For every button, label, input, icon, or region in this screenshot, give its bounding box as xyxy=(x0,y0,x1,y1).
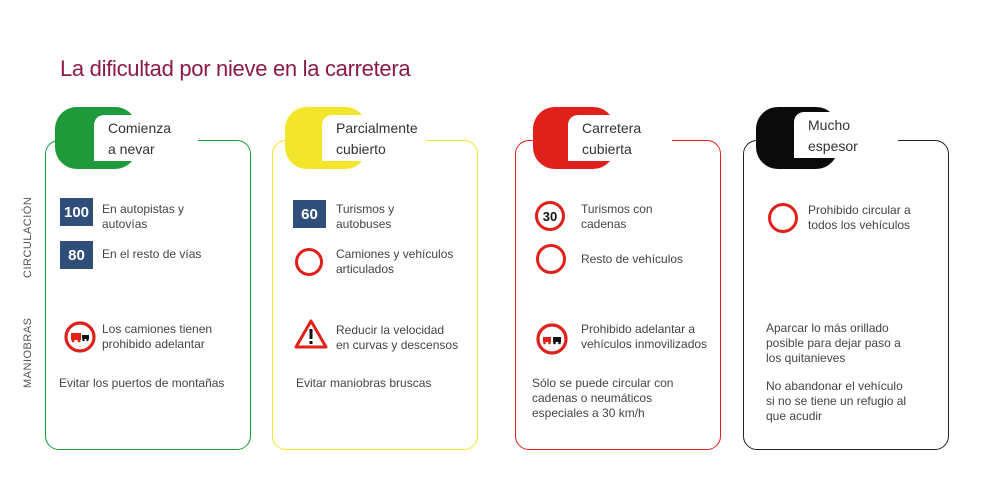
card-label-line2: cubierta xyxy=(582,141,632,157)
circulation-text: Turismos con cadenas xyxy=(581,202,653,231)
card-label xyxy=(568,115,672,161)
manoeuvre-text: Evitar los puertos de montañas xyxy=(59,376,225,390)
speed-sign-100: 100 xyxy=(60,198,93,226)
card-label-line2: espesor xyxy=(808,138,858,154)
circulation-text: Prohibido circular a todos los vehículos xyxy=(808,203,911,232)
card-label-line2: a nevar xyxy=(108,141,155,157)
prohibition-sign-icon xyxy=(768,203,798,233)
card-label xyxy=(322,115,426,161)
circulation-text: Turismos y autobuses xyxy=(336,202,395,231)
card-label-line1: Mucho xyxy=(808,117,851,133)
card-frame xyxy=(45,140,251,450)
speed-limit-30-icon: 30 xyxy=(535,201,565,231)
manoeuvre-text: Sólo se puede circular con cadenas o neumáticos especiales a 30 km/h xyxy=(532,376,674,420)
prohibition-sign-icon xyxy=(536,244,566,274)
manoeuvre-text: No abandonar el vehículo si no se tiene un refugio al que acudir xyxy=(766,379,907,423)
card-label-line1: Carretera xyxy=(582,120,642,136)
card-frame xyxy=(272,140,478,450)
no-overtaking-trucks-icon xyxy=(64,321,96,358)
manoeuvre-text: Reducir la velocidad en curvas y descensos xyxy=(336,323,459,352)
prohibition-sign-icon xyxy=(295,248,323,276)
page-title: La dificultad por nieve en la carretera xyxy=(60,56,411,81)
manoeuvre-text: Aparcar lo más orillado posible para dejar paso a los quitanieves xyxy=(766,321,901,365)
card-label-line1: Parcialmente xyxy=(336,120,418,136)
card-label-line1: Comienza xyxy=(108,120,172,136)
circulation-text: En autopistas y autovías xyxy=(102,202,185,231)
card-label-line2: cubierto xyxy=(336,141,386,157)
speed-sign-80: 80 xyxy=(60,241,93,269)
manoeuvre-text: Evitar maniobras bruscas xyxy=(296,376,432,390)
no-overtaking-icon xyxy=(536,323,568,360)
row-label-circulacion: CIRCULACIÓN xyxy=(22,196,34,278)
circulation-text: En el resto de vías xyxy=(102,247,202,261)
warning-triangle-icon xyxy=(294,318,328,355)
manoeuvre-text: Prohibido adelantar a vehículos inmovilizados xyxy=(581,322,708,351)
circulation-text: Camiones y vehículos articulados xyxy=(336,247,454,276)
circulation-text: Resto de vehículos xyxy=(581,252,684,266)
manoeuvre-text: Los camiones tienen prohibido adelantar xyxy=(102,322,213,351)
card-label xyxy=(794,112,898,158)
row-label-maniobras: MANIOBRAS xyxy=(22,317,34,388)
speed-sign-60: 60 xyxy=(293,200,326,228)
card-label xyxy=(94,115,198,161)
